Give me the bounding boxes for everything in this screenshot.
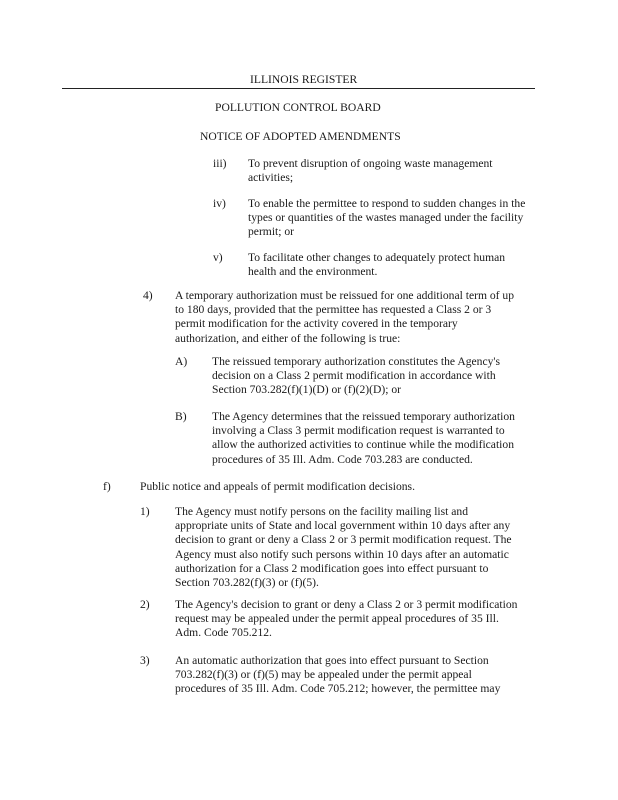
paragraph-text <box>175 505 512 590</box>
text-line: decision on a Class 2 permit modification in accordance with <box>212 369 496 383</box>
register-title: ILLINOIS REGISTER <box>250 73 358 86</box>
paragraph-label: 1) <box>140 505 150 518</box>
text-line: To prevent disruption of ongoing waste management <box>248 157 493 170</box>
paragraph-label: f) <box>103 480 111 493</box>
paragraph-label: iv) <box>213 197 226 210</box>
text-line: decision to grant or deny a Class 2 or 3 permit modification request. The <box>175 533 512 547</box>
paragraph-text <box>248 197 525 240</box>
text-line: types or quantities of the wastes managed under the facility <box>248 211 524 225</box>
text-line: procedures of 35 Ill. Adm. Code 705.212; however, the permittee may <box>175 682 501 696</box>
paragraph-text <box>175 289 514 346</box>
text-line: allow the authorized activities to continue while the modification <box>212 438 514 452</box>
header-rule <box>62 88 535 89</box>
text-line: The Agency determines that the reissued temporary authorization <box>212 410 515 423</box>
notice-heading: NOTICE OF ADOPTED AMENDMENTS <box>200 130 401 143</box>
text-line: 703.282(f)(3) or (f)(5) may be appealed under the permit appeal <box>175 668 472 682</box>
text-line: Adm. Code 705.212. <box>175 626 272 640</box>
text-line: Public notice and appeals of permit modification decisions. <box>140 480 415 493</box>
paragraph-text <box>175 598 517 641</box>
text-line: authorization, and either of the following is true: <box>175 331 401 345</box>
text-line: permit modification for the activity covered in the temporary <box>175 317 458 331</box>
paragraph-label: B) <box>175 410 187 423</box>
text-line: health and the environment. <box>248 265 378 279</box>
text-line: To enable the permittee to respond to sudden changes in the <box>248 197 526 210</box>
text-line: The reissued temporary authorization constitutes the Agency's <box>212 355 500 368</box>
text-line: Agency must also notify such persons within 10 days after an automatic <box>175 547 509 561</box>
paragraph-text <box>175 654 500 697</box>
paragraph-label: iii) <box>213 157 227 170</box>
paragraph-label: 2) <box>140 598 150 611</box>
paragraph-text <box>212 410 515 467</box>
text-line: to 180 days, provided that the permittee has requested a Class 2 or 3 <box>175 303 492 317</box>
paragraph-text <box>248 251 505 279</box>
text-line: The Agency's decision to grant or deny a Class 2 or 3 permit modification <box>175 598 518 611</box>
paragraph-text <box>140 480 415 494</box>
text-line: permit; or <box>248 225 295 239</box>
text-line: The Agency must notify persons on the facility mailing list and <box>175 505 469 518</box>
paragraph-label: A) <box>175 355 188 368</box>
paragraph-text <box>212 355 500 398</box>
text-line: Section 703.282(f)(3) or (f)(5). <box>175 575 319 589</box>
paragraph-label: 4) <box>143 289 153 302</box>
text-line: activities; <box>248 171 294 185</box>
text-line: appropriate units of State and local government within 10 days after any <box>175 519 511 533</box>
text-line: procedures of 35 Ill. Adm. Code 703.283 are conducted. <box>212 452 473 466</box>
agency-heading: POLLUTION CONTROL BOARD <box>215 101 381 114</box>
text-line: request may be appealed under the permit appeal procedures of 35 Ill. <box>175 612 499 626</box>
text-line: authorization for a Class 2 modification goes into effect pursuant to <box>175 561 489 575</box>
text-line: A temporary authorization must be reissued for one additional term of up <box>175 289 515 302</box>
text-line: involving a Class 3 permit modification request is warranted to <box>212 424 505 438</box>
paragraph-label: 3) <box>140 654 150 667</box>
paragraph-text <box>248 157 493 185</box>
text-line: An automatic authorization that goes into effect pursuant to Section <box>175 654 489 667</box>
text-line: To facilitate other changes to adequately protect human <box>248 251 506 264</box>
text-line: Section 703.282(f)(1)(D) or (f)(2)(D); or <box>212 383 401 397</box>
paragraph-label: v) <box>213 251 223 264</box>
